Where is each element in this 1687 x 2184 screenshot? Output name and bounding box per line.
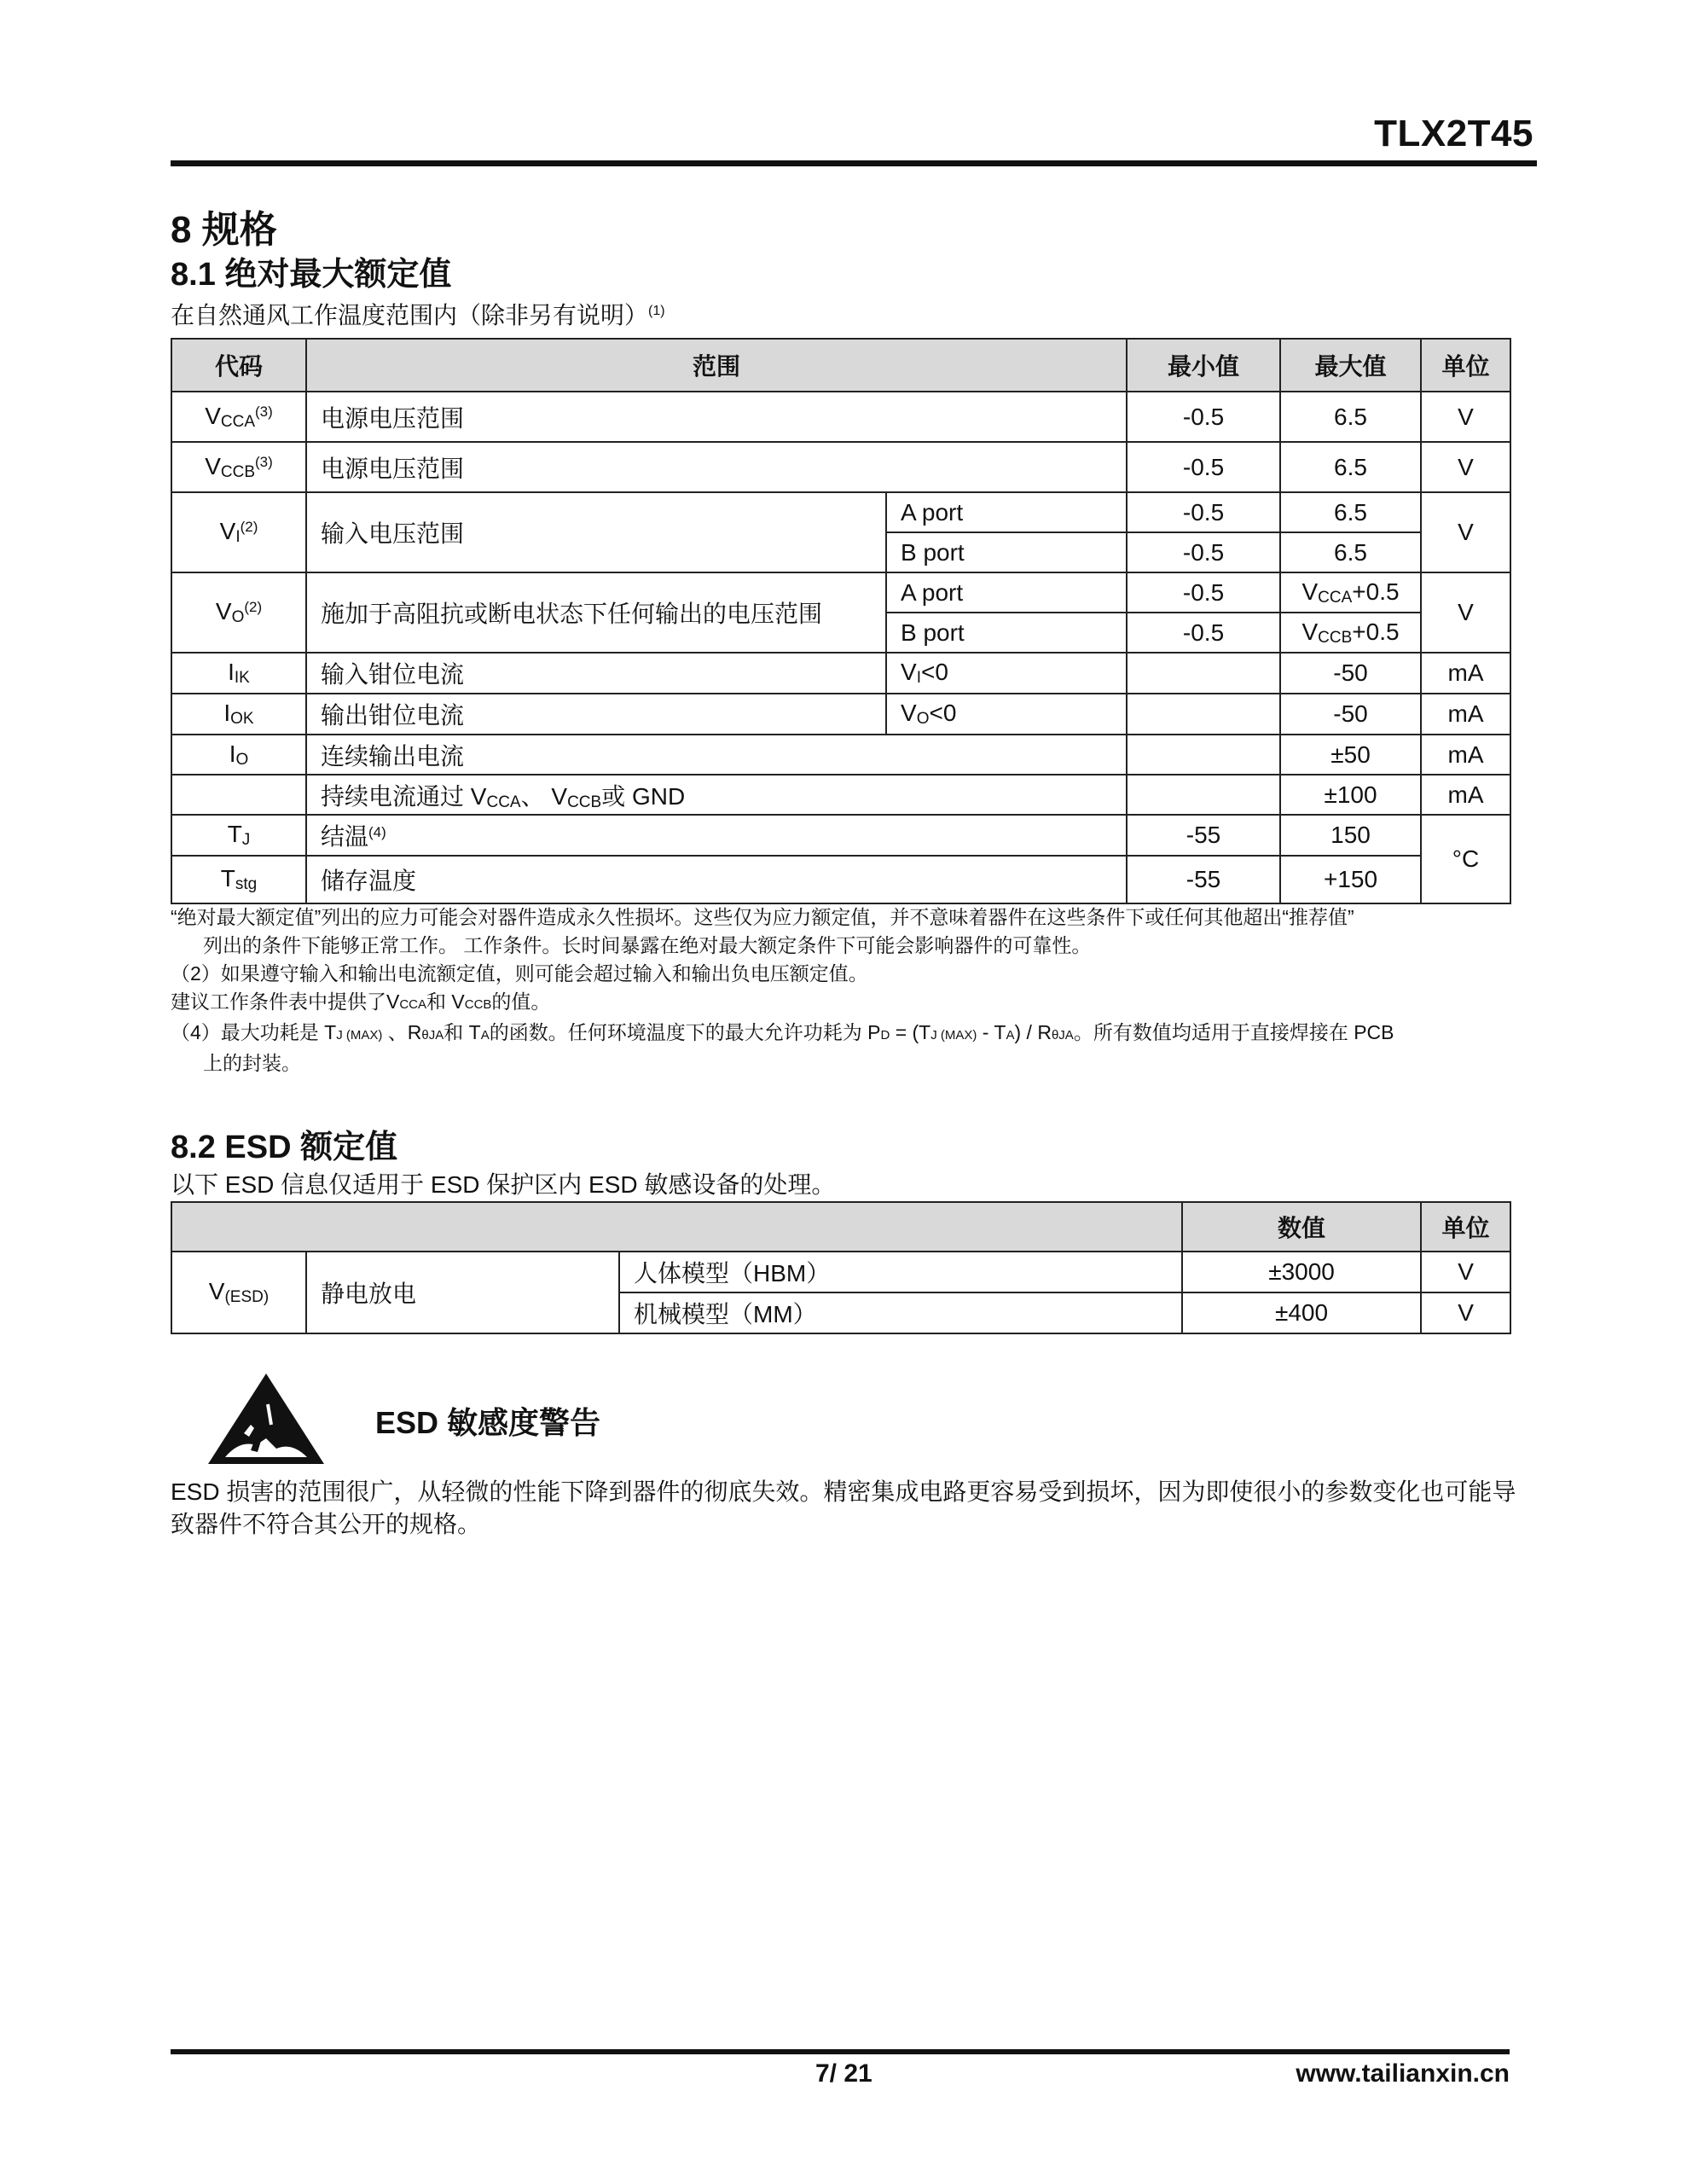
min-value: -55 xyxy=(1127,856,1280,903)
desc: 输出钳位电流 xyxy=(306,694,886,735)
unit: °C xyxy=(1421,815,1510,903)
unit: V xyxy=(1421,1252,1510,1292)
max-value: 6.5 xyxy=(1280,532,1421,572)
max-value: 6.5 xyxy=(1280,442,1421,492)
table-row xyxy=(171,694,1510,735)
condition: B port xyxy=(886,532,1127,572)
table-row xyxy=(171,735,1510,775)
min-value xyxy=(1127,694,1280,735)
footnote-1-cont: 列出的条件下能够正常工作。 工作条件。长时间暴露在绝对最大额定条件下可能会影响器件的可靠性。 xyxy=(203,934,1092,956)
unit: V xyxy=(1421,392,1510,442)
condition-footnote-ref: (1) xyxy=(648,304,665,318)
max-value: ±100 xyxy=(1280,775,1421,815)
max-value: ±50 xyxy=(1280,735,1421,775)
table-row xyxy=(171,775,1510,815)
min-value xyxy=(1127,735,1280,775)
condition: A port xyxy=(886,572,1127,613)
desc: 连续输出电流 xyxy=(306,735,1127,775)
abs-max-heading: 8.1 绝对最大额定值 xyxy=(171,257,452,293)
unit: V xyxy=(1421,442,1510,492)
unit: mA xyxy=(1421,694,1510,735)
footnote-4-cont: 上的封装。 xyxy=(203,1052,301,1074)
header-blank xyxy=(171,1202,1182,1252)
min-value: -0.5 xyxy=(1127,492,1280,532)
desc: 储存温度 xyxy=(306,856,1127,903)
col-unit: 单位 xyxy=(1421,339,1510,392)
header-rule xyxy=(171,160,1537,166)
unit: V xyxy=(1421,1292,1510,1333)
table-header-row xyxy=(171,339,1510,392)
max-value: 150 xyxy=(1280,815,1421,856)
unit: mA xyxy=(1421,653,1510,694)
symbol-tj: TJ xyxy=(171,815,306,856)
footnote-3: 建议工作条件表中提供了VCCA和 VCCB的值。 xyxy=(171,990,551,1013)
table-row xyxy=(171,442,1510,492)
esd-warning-text: ESD 损害的范围很广，从轻微的性能下降到器件的彻底失效。精密集成电路更容易受到损坏，因为即使很小的参数变化也可能导致器件不符合其公开的规格。 xyxy=(171,1478,1516,1537)
footer-rule xyxy=(171,2049,1510,2054)
page-number: 7/ 21 xyxy=(815,2059,872,2088)
max-value: VCCA+0.5 xyxy=(1280,572,1421,613)
symbol-io: IO xyxy=(171,735,306,775)
min-value xyxy=(1127,775,1280,815)
abs-max-condition: 在自然通风工作温度范围内（除非另有说明）$^{(1)}$ xyxy=(171,302,665,328)
symbol-vo: VO$^{(2)}$ xyxy=(171,572,306,653)
symbol-iik: IIK xyxy=(171,653,306,694)
esd-warning-icon xyxy=(206,1372,326,1466)
param: 静电放电 xyxy=(306,1252,619,1333)
max-value: 6.5 xyxy=(1280,492,1421,532)
table-header-row xyxy=(171,1202,1510,1252)
min-value: -0.5 xyxy=(1127,442,1280,492)
symbol-vesd: V(ESD) xyxy=(171,1252,306,1333)
table-row xyxy=(171,572,1510,613)
table-row xyxy=(171,1252,1510,1292)
footnote-1: “绝对最大额定值”列出的应力可能会对器件造成永久性损坏。这些仅为应力额定值，并不意味着器件在这些条件下或任何其他超出“推荐值” xyxy=(171,906,1354,928)
value: ±400 xyxy=(1182,1292,1421,1333)
min-value xyxy=(1127,653,1280,694)
unit: mA xyxy=(1421,775,1510,815)
col-value: 数值 xyxy=(1182,1202,1421,1252)
max-value: VCCB+0.5 xyxy=(1280,613,1421,653)
desc: 电源电压范围 xyxy=(306,392,1127,442)
section-heading: 8 规格 xyxy=(171,209,277,251)
esd-warning-title: ESD 敏感度警告 xyxy=(375,1405,601,1440)
min-value: -0.5 xyxy=(1127,532,1280,572)
table-row xyxy=(171,492,1510,532)
desc: 持续电流通过 VCCA、 VCCB或 GND xyxy=(306,775,1127,815)
col-unit: 单位 xyxy=(1421,1202,1510,1252)
table-row xyxy=(171,392,1510,442)
abs-max-table xyxy=(171,338,1511,904)
condition: VO<0 xyxy=(886,694,1127,735)
max-value: 6.5 xyxy=(1280,392,1421,442)
symbol-vcca: VCCA$^{(3)}$ xyxy=(171,392,306,442)
min-value: -0.5 xyxy=(1127,392,1280,442)
symbol-vi: VI$^{(2)}$ xyxy=(171,492,306,572)
table-row xyxy=(171,815,1510,856)
col-max: 最大值 xyxy=(1280,339,1421,392)
unit: mA xyxy=(1421,735,1510,775)
table-row xyxy=(171,653,1510,694)
condition: B port xyxy=(886,613,1127,653)
max-value: -50 xyxy=(1280,694,1421,735)
table-row xyxy=(171,856,1510,903)
unit: V xyxy=(1421,572,1510,653)
model: 人体模型（HBM） xyxy=(619,1252,1182,1292)
footnote-2: （2）如果遵守输入和输出电流额定值，则可能会超过输入和输出负电压额定值。 xyxy=(171,962,868,985)
condition: A port xyxy=(886,492,1127,532)
condition: VI<0 xyxy=(886,653,1127,694)
min-value: -0.5 xyxy=(1127,572,1280,613)
value: ±3000 xyxy=(1182,1252,1421,1292)
desc: 电源电压范围 xyxy=(306,442,1127,492)
unit: V xyxy=(1421,492,1510,572)
col-range: 范围 xyxy=(306,339,1127,392)
symbol-iok: IOK xyxy=(171,694,306,735)
footer-url: www.tailianxin.cn xyxy=(1296,2059,1510,2088)
desc: 施加于高阻抗或断电状态下任何输出的电压范围 xyxy=(306,572,886,653)
footnotes xyxy=(171,903,1518,1077)
max-value: -50 xyxy=(1280,653,1421,694)
esd-table xyxy=(171,1201,1511,1334)
desc: 结温$^{(4)}$ xyxy=(306,815,1127,856)
min-value: -55 xyxy=(1127,815,1280,856)
footnote-4: （4）最大功耗是 TJ (MAX) 、RθJA和 TA的函数。任何环境温度下的最大允许功耗为 PD = (TJ (MAX) - TA) / RθJA。所有数值均适用于直接焊接在 PCB xyxy=(171,1021,1394,1043)
esd-heading: 8.2 ESD 额定值 xyxy=(171,1130,398,1165)
model: 机械模型（MM） xyxy=(619,1292,1182,1333)
symbol-vccb: VCCB$^{(3)}$ xyxy=(171,442,306,492)
max-value: +150 xyxy=(1280,856,1421,903)
desc: 输入钳位电流 xyxy=(306,653,886,694)
document-title: TLX2T45 xyxy=(1374,113,1533,154)
col-code: 代码 xyxy=(171,339,306,392)
desc: 输入电压范围 xyxy=(306,492,886,572)
symbol-blank xyxy=(171,775,306,815)
min-value: -0.5 xyxy=(1127,613,1280,653)
esd-description: 以下 ESD 信息仅适用于 ESD 保护区内 ESD 敏感设备的处理。 xyxy=(171,1171,836,1198)
col-min: 最小值 xyxy=(1127,339,1280,392)
symbol-tstg: Tstg xyxy=(171,856,306,903)
